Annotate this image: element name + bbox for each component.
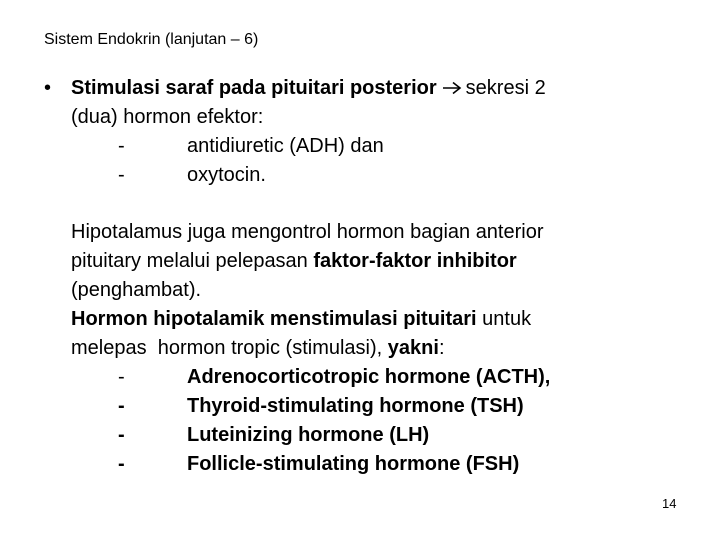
paragraph-line4-bold: Hormon hipotalamik menstimulasi pituitari — [71, 308, 477, 330]
paragraph-line5-normal: melepas hormon tropic (stimulasi), — [71, 337, 388, 359]
list-item: oxytocin. — [187, 164, 266, 186]
list-item: Thyroid-stimulating hormone (TSH) — [187, 395, 524, 417]
page-number: 14 — [662, 496, 677, 511]
list-item: Follicle-stimulating hormone (FSH) — [187, 453, 520, 475]
dash-marker: - — [118, 395, 125, 417]
paragraph-line5-end: : — [438, 337, 445, 359]
paragraph-line5 — [71, 333, 445, 363]
slide-title: Sistem Endokrin (lanjutan – 6) — [44, 31, 259, 48]
paragraph-line3: (penghambat). — [71, 279, 202, 301]
paragraph-line2-bold: faktor-faktor inhibitor — [313, 250, 517, 272]
point1-bold-text: Stimulasi saraf pada pituitari posterior — [71, 77, 437, 99]
paragraph-line2-normal: pituitary melalui pelepasan — [71, 250, 314, 272]
dash-marker: - — [118, 453, 125, 475]
list-item: antidiuretic (ADH) dan — [187, 135, 384, 157]
point1-line2: (dua) hormon efektor: — [71, 106, 264, 128]
point1-rest-text: sekresi 2 — [465, 77, 546, 99]
dash-marker: - — [118, 366, 125, 388]
paragraph-line2 — [71, 246, 517, 276]
paragraph-line1: Hipotalamus juga mengontrol hormon bagian anterior — [71, 221, 544, 243]
dash-marker: - — [118, 164, 125, 186]
paragraph-line5-bold: yakni — [387, 337, 439, 359]
right-arrow-icon — [442, 81, 462, 95]
paragraph-line4 — [71, 304, 531, 334]
paragraph-line4-normal: untuk — [476, 308, 532, 330]
dash-marker: - — [118, 135, 125, 157]
dash-marker: - — [118, 424, 125, 446]
list-item: Luteinizing hormone (LH) — [187, 424, 430, 446]
bullet-marker: • — [44, 77, 52, 99]
list-item: Adrenocorticotropic hormone (ACTH), — [187, 366, 551, 388]
point1-line1 — [71, 73, 546, 103]
